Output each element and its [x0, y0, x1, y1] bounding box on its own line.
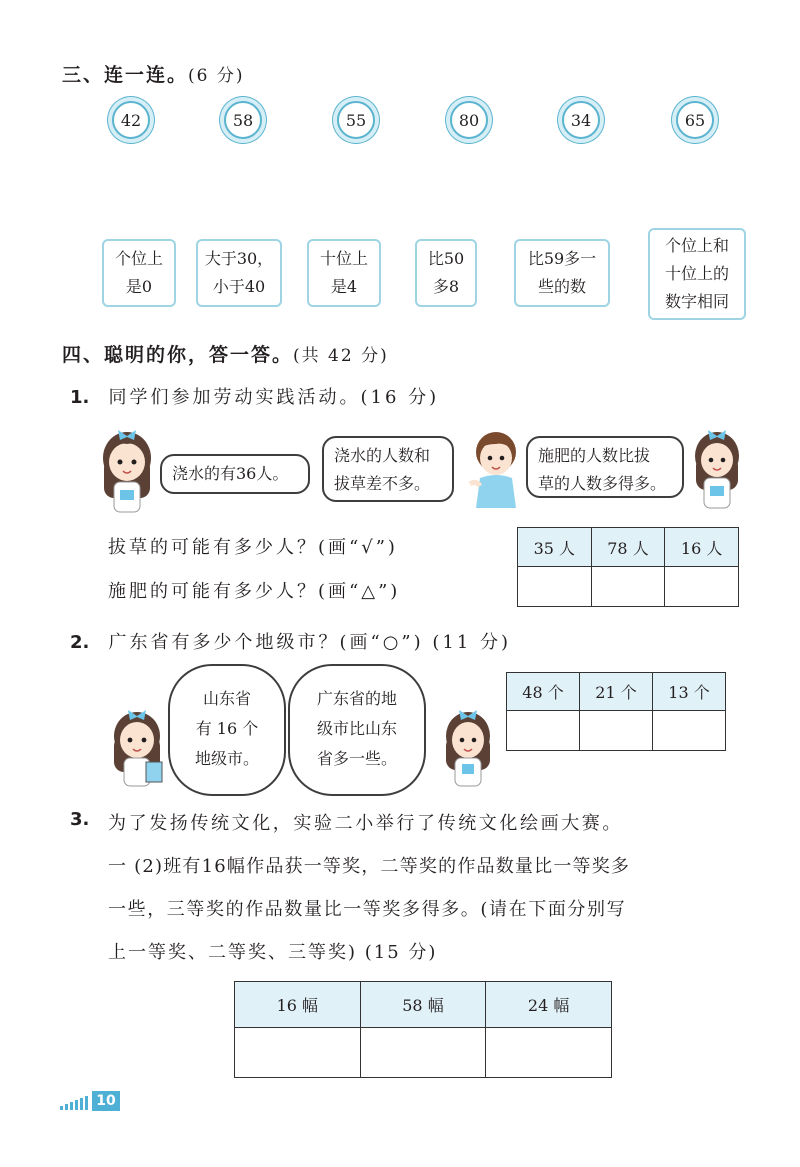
condition-card[interactable]	[196, 239, 282, 307]
q3-text-line: 一 (2)班有16幅作品获一等奖，二等奖的作品数量比一等奖多	[108, 856, 631, 877]
number-value: 65	[684, 110, 706, 130]
section3-heading	[62, 60, 245, 87]
q2-question	[70, 628, 511, 654]
card-line: 小于40	[212, 277, 266, 296]
girl-illustration	[96, 420, 158, 516]
girl-illustration	[690, 420, 744, 510]
q3-number: 3.	[70, 809, 90, 830]
bubble-text: 拔草差不多。	[334, 474, 431, 493]
condition-card[interactable]	[307, 239, 381, 307]
q1-ask-fertilizing: 施肥的可能有多少人？(画“△”)	[108, 581, 401, 602]
q1-text: 同学们参加劳动实践活动。(16 分)	[108, 387, 440, 408]
number-circle[interactable]	[112, 101, 150, 139]
number-circle[interactable]	[224, 101, 262, 139]
page-number: 10	[92, 1091, 120, 1111]
section3-title: 三、连一连。	[62, 64, 189, 86]
table-header-cell: 78 人	[591, 528, 665, 567]
number-circle[interactable]	[676, 101, 714, 139]
number-circle[interactable]	[337, 101, 375, 139]
card-line: 比50	[427, 249, 465, 268]
q1-ask-weeding: 拔草的可能有多少人？(画“√”)	[108, 537, 398, 558]
card-line: 多8	[432, 277, 460, 296]
table-header-cell: 21 个	[580, 673, 653, 711]
cloud-text: 级市比山东	[316, 719, 397, 738]
card-line: 个位上和	[664, 236, 729, 255]
card-line: 比59多一	[527, 249, 597, 268]
condition-card[interactable]	[514, 239, 610, 307]
girl-illustration	[440, 702, 496, 788]
q3-text-line: 上一等奖、二等奖、三等奖) (15 分)	[108, 942, 438, 963]
page-bars-icon	[60, 1094, 92, 1110]
card-line: 十位上的	[664, 264, 729, 283]
section4-title: 四、聪明的你，答一答。	[62, 344, 294, 366]
card-line: 大于30，	[204, 249, 274, 268]
bubble-text: 浇水的有36人。	[172, 464, 289, 483]
answer-cell[interactable]	[486, 1028, 612, 1078]
card-line: 数字相同	[664, 292, 729, 311]
card-line: 个位上	[114, 249, 163, 268]
table-header-cell: 13 个	[653, 673, 726, 711]
number-value: 80	[458, 110, 480, 130]
answer-cell[interactable]	[507, 711, 580, 751]
bubble-text: 浇水的人数和	[334, 446, 431, 465]
bubble-text: 施肥的人数比拔	[538, 446, 651, 465]
thought-cloud	[168, 664, 286, 796]
q3-answer-table	[234, 981, 612, 1078]
condition-card[interactable]	[102, 239, 176, 307]
card-line: 是0	[125, 277, 153, 296]
thought-cloud	[288, 664, 426, 796]
card-line: 是4	[330, 277, 358, 296]
cloud-text: 省多一些。	[316, 749, 397, 768]
q2-number: 2.	[70, 632, 90, 653]
table-header-cell: 16 人	[665, 528, 739, 567]
answer-cell[interactable]	[518, 567, 592, 607]
answer-cell[interactable]	[360, 1028, 486, 1078]
q2-text: 广东省有多少个地级市？(画“○”) (11 分)	[108, 632, 512, 653]
number-circle[interactable]	[450, 101, 488, 139]
q3-text-line: 一些，三等奖的作品数量比一等奖多得多。(请在下面分别写	[108, 899, 627, 920]
answer-cell[interactable]	[235, 1028, 361, 1078]
boy-illustration	[466, 422, 528, 510]
cloud-text: 广东省的地	[316, 689, 397, 708]
number-value: 34	[570, 110, 592, 130]
condition-card[interactable]	[648, 228, 746, 320]
answer-cell[interactable]	[653, 711, 726, 751]
table-header-cell: 16 幅	[235, 982, 361, 1028]
speech-bubble	[322, 436, 454, 502]
cloud-text: 有 16 个	[195, 719, 259, 738]
q1-answer-table	[517, 527, 739, 607]
table-header-cell: 48 个	[507, 673, 580, 711]
table-header-cell: 58 幅	[360, 982, 486, 1028]
section4-points: (共 42 分)	[293, 346, 389, 366]
number-value: 55	[345, 110, 367, 130]
cloud-text: 山东省	[202, 689, 251, 708]
girl-illustration	[106, 702, 168, 788]
answer-cell[interactable]	[580, 711, 653, 751]
section3-points: (6 分)	[188, 66, 245, 86]
bubble-text: 草的人数多得多。	[538, 474, 667, 493]
q1-question	[70, 383, 439, 409]
answer-cell[interactable]	[665, 567, 739, 607]
table-header-cell: 35 人	[518, 528, 592, 567]
number-value: 58	[232, 110, 254, 130]
cloud-text: 地级市。	[194, 749, 259, 768]
condition-card[interactable]	[415, 239, 477, 307]
number-value: 42	[120, 110, 142, 130]
card-line: 些的数	[537, 277, 586, 296]
speech-bubble	[526, 436, 684, 498]
q2-answer-table	[506, 672, 726, 751]
q3-text-line: 为了发扬传统文化，实验二小举行了传统文化绘画大赛。	[108, 813, 623, 834]
section4-heading	[62, 340, 389, 367]
number-circle[interactable]	[562, 101, 600, 139]
q1-number: 1.	[70, 387, 90, 408]
speech-bubble	[160, 454, 310, 494]
answer-cell[interactable]	[591, 567, 665, 607]
card-line: 十位上	[319, 249, 368, 268]
table-header-cell: 24 幅	[486, 982, 612, 1028]
